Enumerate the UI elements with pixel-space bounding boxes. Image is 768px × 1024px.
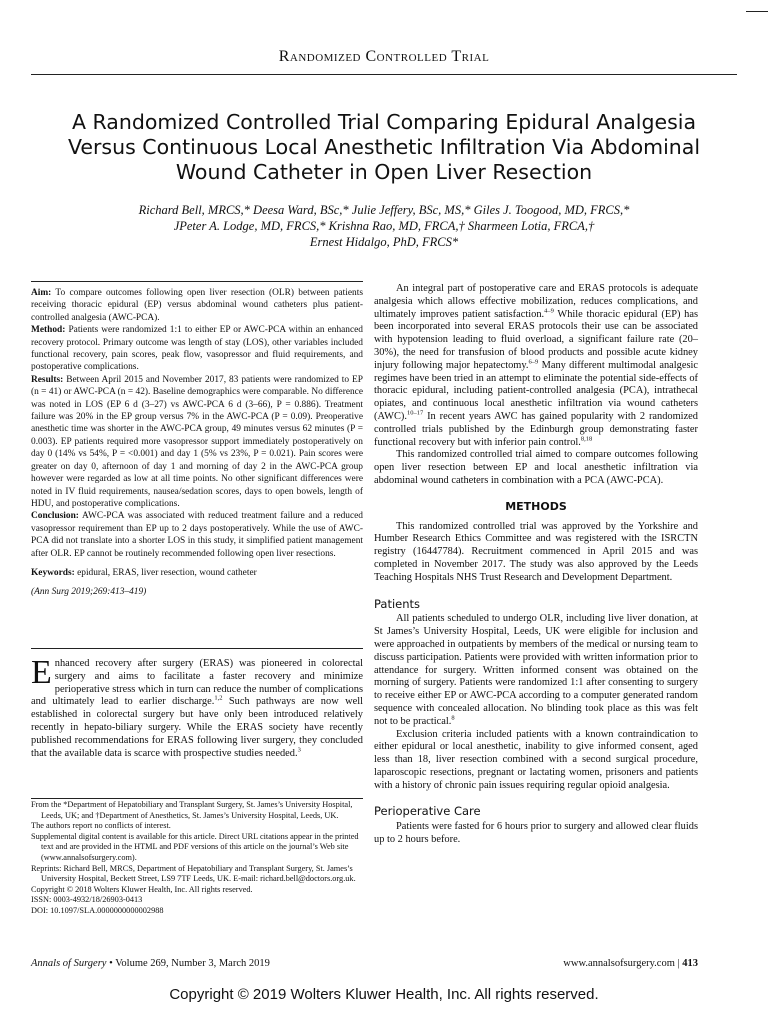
supplemental-note: Supplemental digital content is available for this article. Direct URL citations appear in the printed text and are provided in the HTML and PDF versions of this article on the journal’s Web site (www.annalsofsurgery.com). [31, 831, 359, 862]
right-column [374, 283, 698, 847]
body-text: All patients scheduled to undergo OLR, including live liver donation, at St James’s University Hospital, Leeds, UK were eligible for inclusion and were approached in outpatients by members of the medical or nursing team to discuss participation. Patients were provided with written information prior to attendance for surgery. Written informed consent was obtained on the morning of surgery. Patients were randomized 1:1 after consenting to surgery to receive either EP or AWC-PCA according to a computer generated random sequence with concealed allocation. No blinding took place as this was felt not to be practical. [374, 613, 698, 727]
abstract-aim-text: To compare outcomes following open liver resection (OLR) between patients receiving thoracic epidural (EP) versus abdominal wound catheters plus patient-controlled analgesia (AWC-PCA). [31, 288, 363, 323]
article-title [31, 110, 737, 185]
intro-text: nhanced recovery after surgery (ERAS) was pioneered in colorectal surgery and aims to facilitate a faster recovery and minimize perioperative stress which in turn can reduce the number of complications and ultimately lead to earlier discharge. [31, 658, 363, 708]
abstract-conclusion-text: AWC-PCA was associated with reduced treatment failure and a reduced vasopressor requirement than EP up to 2 days postoperatively. While the use of AWC-PCA did not translate into a shorter LOS in this study, it simplified patient management after OLR. EP cannot be routinely recommended following open liver resections. [31, 511, 363, 559]
abstract-conclusion [31, 510, 363, 560]
perioperative-care-heading: Perioperative Care [374, 804, 481, 819]
footer-journal-info [31, 958, 270, 969]
body-paragraph [374, 283, 698, 449]
methods-heading: METHODS [505, 499, 567, 513]
body-paragraph: This randomized controlled trial was approved by the Yorkshire and Humber Research Ethics Committee and was registered with the ISRCTN registry (16447784). Recruitment commenced in April 2015 and was completed in November 2017. The study was also approved by the Leeds Teaching Hospitals NHS Trust Research and Development Department. [374, 520, 698, 583]
author-line: Ernest Hidalgo, PhD, FRCS* [309, 235, 459, 249]
issn: ISSN: 0003-4932/18/26903-0413 [31, 895, 143, 905]
body-paragraph [374, 613, 698, 728]
running-header [31, 48, 737, 66]
abstract-method [31, 324, 363, 374]
abstract-results-label: Results: [31, 374, 64, 385]
author-line: Richard Bell, MRCS,* Deesa Ward, BSc,* Julie Jeffery, BSc, MS,* Giles J. Toogood, MD, FRCS,* [138, 203, 630, 217]
reprints-info: Reprints: Richard Bell, MRCS, Department of Hepatobiliary and Transplant Surgery, St. James’s University Hospital, Beckett Street, LS9 7TF Leeds, UK. E-mail: richard.bell@doctors.org.uk. [31, 863, 356, 884]
footer-bullet: • [106, 958, 116, 969]
title-line: Versus Continuous Local Anesthetic Infiltration Via Abdominal [67, 135, 701, 159]
keywords-text: epidural, ERAS, liver resection, wound catheter [74, 567, 257, 578]
journal-website[interactable]: www.annalsofsurgery.com [563, 958, 675, 969]
footer-separator: | [674, 958, 683, 969]
body-paragraph: Patients were fasted for 6 hours prior to surgery and allowed clear fluids up to 2 hours before. [374, 821, 698, 846]
title-line: Wound Catheter in Open Liver Resection [175, 160, 593, 184]
abstract-method-label: Method: [31, 325, 66, 336]
doi: DOI: 10.1097/SLA.0000000000002988 [31, 905, 164, 915]
abstract-top-rule [31, 281, 363, 282]
title-line: A Randomized Controlled Trial Comparing Epidural Analgesia [71, 110, 697, 134]
intro-text: Such pathways are now well established in colorectal surgery but have only been introduced relatively recently in hepato-biliary surgery. While the ERAS society have recently published recommendations for ERAS following liver surgery, they concluded that the available data is scarce with prospective studies needed. [31, 696, 363, 759]
citation-ref: 3 [297, 746, 301, 754]
body-paragraph: This randomized controlled trial aimed to compare outcomes following open liver resection between EP and local anesthetic infiltration via abdominal wound catheters in combination with a PCA (AWC-PCA). [374, 449, 698, 486]
citation-ref: 8 [451, 714, 455, 722]
abstract-conclusion-label: Conclusion: [31, 511, 79, 522]
body-text: In recent years AWC has gained popularity with 2 randomized controlled trials published by the Edinburgh group demonstrating faster functional recovery but with inferior pain control. [374, 410, 698, 448]
author-list [40, 202, 728, 250]
page-number: 413 [682, 958, 698, 969]
footer-page-info [563, 958, 698, 969]
body-text: An integral part of postoperative care and ERAS protocols is adequate analgesia which allows effective mobilization, reduces complications, and ultimately improves patient satisfaction. [374, 283, 698, 320]
citation-ref: 8,18 [580, 435, 593, 443]
drop-cap: E [31, 654, 52, 691]
body-paragraph: Exclusion criteria included patients with a known contraindication to either epidural or local anesthetic, inability to give informed consent, aged less than 18, liver resection combined with a second surgical procedure, laparoscopic resections, pregnant or lactating women, prisoners and patients with a history of chronic pain issues requiring regular opioid analgesia. [374, 728, 698, 791]
copyright-banner: Copyright © 2019 Wolters Kluwer Health, Inc. All rights reserved. [169, 986, 599, 1003]
citation-ref: 1,2 [214, 694, 223, 702]
affiliation-text: From the *Department of Hepatobiliary and Transplant Surgery, St. James’s University Hospital, Leeds, UK; and †Department of Anesthetics, St. James’s University Hospital, Leeds, UK. [31, 800, 353, 820]
abstract-method-text: Patients were randomized 1:1 to either EP or AWC-PCA within an enhanced recovery protocol. Primary outcome was length of stay (LOS), other variables included functional recovery, pain scores, peak flow, vasopressor and fluid requirements, and postoperative complications. [31, 325, 363, 373]
introduction [31, 654, 363, 760]
affiliations [31, 800, 363, 917]
citation-ref: 10–17 [406, 409, 424, 417]
page-edge-mark [746, 11, 768, 12]
abstract [31, 287, 363, 599]
copyright-note: Copyright © 2018 Wolters Kluwer Health, Inc. All rights reserved. [31, 884, 253, 894]
abstract-results-text: Between April 2015 and November 2017, 83 patients were randomized to EP (n = 41) or AWC-PCA (n = 42). Baseline demographics were comparable. No difference was noted in LOS (EP 6 d (3–27) vs AWC-PCA 6 d (3–66), P = 0.886). Treatment failure was 20% in the EP group versus 7% in the AWC-PCA (P = 0.09). Preoperative anesthetic time was shorter in the AWC-PCA group, 49 minutes versus 62 minutes (P = 0.003). EP patients required more vasopressor support immediately postoperatively on day 0 (14% vs 54%, P = <0.001) and day 1 (5% vs 23%, P = 0.021). Pain scores were greater on day 0, afternoon of day 1 and morning of day 2 in the AWC-PCA group however were regarded as low at all time points. No other significant differences were noted in IV fluid requirements, nausea/sedation scores, days to open bowels, length of HDU, and postoperative complications. [31, 374, 363, 509]
conflict-statement: The authors report no conflicts of interest. [31, 821, 171, 831]
keywords-label: Keywords: [31, 567, 75, 578]
abstract-aim [31, 287, 363, 324]
abstract-aim-label: Aim: [31, 288, 52, 298]
section-label: Randomized Controlled Trial [278, 48, 490, 65]
journal-name: Annals of Surgery [31, 958, 107, 969]
author-line: JPeter A. Lodge, MD, FRCS,* Krishna Rao, MD, FRCA,† Sharmeen Lotia, FRCA,† [173, 219, 595, 233]
abstract-results [31, 374, 363, 510]
intro-paragraph [31, 654, 363, 760]
volume-info: Volume 269, Number 3, March 2019 [115, 958, 270, 969]
header-rule [31, 74, 737, 75]
keywords [31, 567, 363, 579]
citation-ref: 6–9 [528, 358, 539, 366]
citation-ref: 4–9 [544, 307, 554, 315]
patients-heading: Patients [374, 596, 421, 611]
journal-citation: (Ann Surg 2019;269:413–419) [31, 587, 147, 598]
abstract-bottom-rule [31, 648, 363, 649]
affiliation-rule [31, 798, 363, 799]
body-text: While thoracic epidural (EP) has been incorporated into several ERAS protocols their use can be associated with hypotension leading to fluid overload, a significant failure rate (20–30%), the need for transfusion of blood products and possible acute kidney injury following major hepatectomy. [374, 308, 699, 371]
body-text: Many different multimodal analgesic regimes have been tried in an attempt to eliminate the potential side-effects of thoracic epidural, including patient-controlled analgesia (PCA), intrathecal opiates, and continuous local anesthetic infiltration via wound catheters (AWC). [374, 359, 699, 422]
